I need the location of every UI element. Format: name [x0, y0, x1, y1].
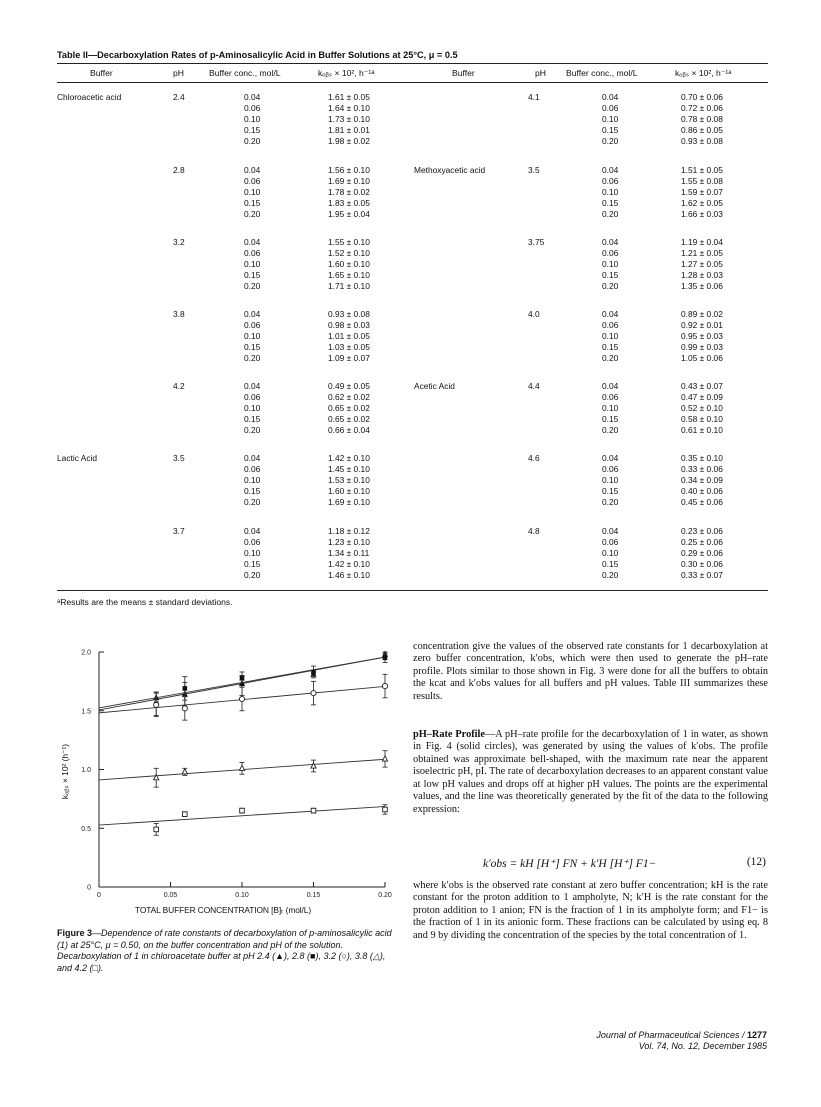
- table-cell-kobs: 0.95 ± 0.03: [681, 330, 723, 341]
- table-cell-conc: 0.04: [602, 381, 619, 391]
- table-cell-conc: 0.10: [244, 113, 261, 124]
- buffer-name: Lactic Acid: [57, 453, 98, 463]
- data-point: [311, 808, 316, 813]
- table-cell-conc: 0.04: [602, 526, 619, 536]
- ph-value: 2.4: [173, 92, 185, 102]
- data-point: [154, 702, 159, 707]
- table-cell-conc: 0.06: [602, 175, 619, 186]
- table-cell-conc: 0.15: [602, 269, 619, 280]
- table-cell-kobs: 1.18 ± 0.12: [328, 526, 370, 536]
- table-cell-kobs: 1.19 ± 0.04: [681, 237, 723, 247]
- ph-value: 3.75: [528, 237, 545, 247]
- table-cell-conc: 0.04: [244, 526, 261, 536]
- table-cell-kobs: 0.45 ± 0.06: [681, 496, 723, 507]
- equation-12: [413, 856, 768, 872]
- table-cell-kobs: 0.93 ± 0.08: [328, 309, 370, 319]
- table-cell-kobs: 1.69 ± 0.10: [328, 496, 370, 507]
- table-cell-conc: 0.06: [602, 247, 619, 258]
- figure-caption: [57, 928, 397, 974]
- table-cell-conc: 0.20: [602, 569, 619, 580]
- table-cell-conc: 0.10: [244, 474, 261, 485]
- table-cell-conc: 0.06: [244, 319, 261, 330]
- table-cell-kobs: 1.78 ± 0.02: [328, 186, 370, 197]
- table-cell-conc: 0.20: [602, 496, 619, 507]
- ph-value: 3.5: [528, 165, 540, 175]
- table-cell-conc: 0.15: [602, 197, 619, 208]
- section-text: —A pH–rate profile for the decarboxylation of 1 in water, as shown in Fig. 4 (solid circles), was generated by using the values of k′obs. The profile obtained was approximate bell-shaped, with the maximum rate near the apparent isoelectric pH, pI. The rate of decarboxylation decreases to an apparent constant value at low pH values and drops off at higher pH values. The points are the experimental values, and the line was theoretically generated by the fit of the data to the following expression:: [413, 729, 768, 815]
- table-cell-kobs: 1.55 ± 0.08: [681, 175, 723, 186]
- figure-3-chart: [54, 640, 404, 902]
- table-cell-conc: 0.04: [244, 237, 261, 247]
- table-cell-kobs: 0.47 ± 0.09: [681, 391, 723, 402]
- data-point: [182, 769, 187, 774]
- table-header-rule: [57, 82, 768, 83]
- table-cell-kobs: 1.95 ± 0.04: [328, 208, 370, 219]
- table-cell-conc: 0.15: [244, 341, 261, 352]
- y-tick-label: 0: [87, 884, 91, 892]
- table-cell-kobs: 1.61 ± 0.05: [328, 92, 370, 102]
- table-cell-conc: 0.15: [602, 558, 619, 569]
- data-point: [311, 670, 316, 675]
- ph-value: 4.6: [528, 453, 540, 463]
- table-cell-conc: 0.10: [602, 330, 619, 341]
- buffer-name: Chloroacetic acid: [57, 92, 122, 102]
- table-cell-kobs: 0.40 ± 0.06: [681, 485, 723, 496]
- ph-value: 4.1: [528, 92, 540, 102]
- table-cell-conc: 0.10: [602, 258, 619, 269]
- table-cell-conc: 0.20: [244, 424, 261, 435]
- body-paragraph-1: concentration give the values of the observed rate constants for 1 decarboxylation at zero buffer concentration, k′obs, which were then used to generate the pH–rate profile. Plots similar to those shown in Fig. 3 were done for all the buffers to obtain the kcat and k′obs values for all buffers and pH values. Table III summarizes these results.: [413, 641, 768, 702]
- table-cell-kobs: 0.61 ± 0.10: [681, 424, 723, 435]
- table-cell-conc: 0.20: [244, 208, 261, 219]
- table-cell-kobs: 0.29 ± 0.06: [681, 547, 723, 558]
- table-cell-kobs: 0.62 ± 0.02: [328, 391, 370, 402]
- table-cell-conc: 0.04: [602, 309, 619, 319]
- buffer-name: Methoxyacetic acid: [414, 165, 486, 175]
- table-top-rule: [57, 63, 768, 64]
- table-cell-conc: 0.20: [244, 280, 261, 291]
- ph-value: 4.4: [528, 381, 540, 391]
- table-cell-conc: 0.10: [244, 330, 261, 341]
- table-cell-kobs: 0.58 ± 0.10: [681, 413, 723, 424]
- x-tick-label: 0.15: [306, 892, 321, 899]
- data-point: [182, 706, 187, 711]
- ph-value: 3.5: [173, 453, 185, 463]
- table-cell-kobs: 0.78 ± 0.08: [681, 113, 723, 124]
- table-cell-conc: 0.15: [602, 485, 619, 496]
- table-cell-conc: 0.06: [244, 463, 261, 474]
- ph-value: 4.8: [528, 526, 540, 536]
- table-cell-conc: 0.15: [244, 485, 261, 496]
- table-cell-kobs: 0.43 ± 0.07: [681, 381, 723, 391]
- table-cell-kobs: 0.34 ± 0.09: [681, 474, 723, 485]
- table-cell-kobs: 0.65 ± 0.02: [328, 413, 370, 424]
- table-cell-kobs: 1.55 ± 0.10: [328, 237, 370, 247]
- table-cell-conc: 0.04: [244, 165, 261, 175]
- table-cell-conc: 0.04: [244, 309, 261, 319]
- table-cell-conc: 0.20: [602, 352, 619, 363]
- col-header-ph: pH: [173, 68, 184, 78]
- page-number: 1277: [746, 1030, 767, 1040]
- x-tick-label: 0.05: [163, 892, 178, 899]
- y-tick-label: 2.0: [81, 649, 91, 657]
- x-axis-label: TOTAL BUFFER CONCENTRATION [B]ₜ (mol/L): [135, 905, 312, 915]
- table-cell-kobs: 1.23 ± 0.10: [328, 536, 370, 547]
- figure-caption-label: Figure 3: [57, 928, 93, 938]
- data-point: [240, 676, 245, 681]
- table-cell-conc: 0.06: [244, 391, 261, 402]
- data-point: [383, 656, 388, 661]
- y-axis-label: kₒᵦₛ × 10² (h⁻¹): [60, 743, 70, 800]
- data-point: [382, 756, 387, 761]
- y-tick-label: 1.5: [81, 708, 91, 716]
- ph-value: 3.2: [173, 237, 185, 247]
- x-tick-label: 0: [97, 892, 101, 899]
- table-cell-kobs: 0.66 ± 0.04: [328, 424, 370, 435]
- table-cell-conc: 0.20: [602, 135, 619, 146]
- table-cell-kobs: 1.69 ± 0.10: [328, 175, 370, 186]
- table-cell-conc: 0.06: [602, 102, 619, 113]
- table-cell-conc: 0.10: [602, 186, 619, 197]
- table-cell-conc: 0.06: [244, 102, 261, 113]
- table-title: Table II—Decarboxylation Rates of p-Aminosalicylic Acid in Buffer Solutions at 25°C, μ = 0.5: [57, 50, 458, 60]
- table-cell-conc: 0.15: [244, 197, 261, 208]
- ph-value: 2.8: [173, 165, 185, 175]
- data-point: [240, 808, 245, 813]
- col-header-buffer: Buffer: [90, 68, 113, 78]
- table-cell-conc: 0.06: [602, 536, 619, 547]
- table-cell-conc: 0.10: [244, 258, 261, 269]
- data-point: [239, 765, 244, 770]
- table-cell-kobs: 1.52 ± 0.10: [328, 247, 370, 258]
- table-cell-kobs: 1.59 ± 0.07: [681, 186, 723, 197]
- journal-name: Journal of Pharmaceutical Sciences /: [596, 1030, 747, 1040]
- table-cell-conc: 0.06: [244, 175, 261, 186]
- table-cell-kobs: 1.66 ± 0.03: [681, 208, 723, 219]
- table-cell-kobs: 1.27 ± 0.05: [681, 258, 723, 269]
- table-cell-kobs: 0.52 ± 0.10: [681, 402, 723, 413]
- table-cell-kobs: 0.23 ± 0.06: [681, 526, 723, 536]
- table-cell-kobs: 0.35 ± 0.10: [681, 453, 723, 463]
- table-cell-kobs: 1.62 ± 0.05: [681, 197, 723, 208]
- table-cell-kobs: 1.83 ± 0.05: [328, 197, 370, 208]
- figure-3: [54, 640, 404, 907]
- y-tick-label: 0.5: [81, 825, 91, 833]
- table-cell-conc: 0.10: [602, 474, 619, 485]
- table-cell-kobs: 1.01 ± 0.05: [328, 330, 370, 341]
- ph-value: 3.7: [173, 526, 185, 536]
- col-header-conc: Buffer conc., mol/L: [209, 68, 281, 78]
- table-cell-kobs: 1.05 ± 0.06: [681, 352, 723, 363]
- table-cell-kobs: 0.65 ± 0.02: [328, 402, 370, 413]
- equation-expression: k′obs = kH [H⁺] FN + k′H [H⁺] F1−: [483, 858, 657, 870]
- col-header-ph-2: pH: [535, 68, 546, 78]
- table-cell-conc: 0.20: [244, 135, 261, 146]
- table-cell-conc: 0.10: [602, 113, 619, 124]
- table-cell-kobs: 0.33 ± 0.06: [681, 463, 723, 474]
- table-cell-conc: 0.20: [244, 569, 261, 580]
- table-cell-kobs: 1.51 ± 0.05: [681, 165, 723, 175]
- table-cell-kobs: 0.25 ± 0.06: [681, 536, 723, 547]
- table-cell-conc: 0.04: [602, 165, 619, 175]
- table-cell-kobs: 1.65 ± 0.10: [328, 269, 370, 280]
- data-point: [183, 812, 188, 817]
- col-header-buffer-2: Buffer: [452, 68, 475, 78]
- section-heading: pH–Rate Profile: [413, 729, 485, 740]
- table-cell-conc: 0.04: [244, 92, 261, 102]
- table-cell-kobs: 1.21 ± 0.05: [681, 247, 723, 258]
- table-cell-conc: 0.20: [602, 424, 619, 435]
- table-cell-kobs: 0.92 ± 0.01: [681, 319, 723, 330]
- body-paragraph-3: where k′obs is the observed rate constant at zero buffer concentration; kH is the rate constant for the proton addition to 1 ampholyte, N; k′H is the rate constant for the proton addition to 1 anion; FN is the fraction of 1 in its ampholyte form; and F1− is the fraction of 1 in its anionic form. These fractions can be calculated by using eq. 8 and 9 by dividing the concentration of the species by the total concentration of 1.: [413, 880, 768, 941]
- table-cell-kobs: 1.64 ± 0.10: [328, 102, 370, 113]
- table-cell-kobs: 0.98 ± 0.03: [328, 319, 370, 330]
- table-cell-kobs: 1.60 ± 0.10: [328, 258, 370, 269]
- table-cell-kobs: 0.89 ± 0.02: [681, 309, 723, 319]
- equation-number: (12): [746, 856, 766, 868]
- table-cell-conc: 0.04: [602, 92, 619, 102]
- table-cell-conc: 0.15: [244, 558, 261, 569]
- table-cell-conc: 0.20: [244, 352, 261, 363]
- table-cell-conc: 0.20: [244, 496, 261, 507]
- x-tick-label: 0.10: [235, 892, 249, 899]
- table-cell-kobs: 1.56 ± 0.10: [328, 165, 370, 175]
- data-point: [383, 807, 388, 812]
- table-cell-kobs: 1.42 ± 0.10: [328, 453, 370, 463]
- table-cell-kobs: 1.03 ± 0.05: [328, 341, 370, 352]
- data-point: [239, 696, 244, 701]
- ph-value: 4.2: [173, 381, 185, 391]
- table-cell-kobs: 1.34 ± 0.11: [328, 547, 370, 558]
- table-cell-kobs: 1.81 ± 0.01: [328, 124, 370, 135]
- table-cell-conc: 0.15: [244, 124, 261, 135]
- table-cell-conc: 0.10: [244, 402, 261, 413]
- table-cell-kobs: 0.93 ± 0.08: [681, 135, 723, 146]
- table-cell-kobs: 1.53 ± 0.10: [328, 474, 370, 485]
- table-bottom-rule: [57, 590, 768, 591]
- table-cell-conc: 0.06: [602, 319, 619, 330]
- table-cell-kobs: 0.86 ± 0.05: [681, 124, 723, 135]
- table-cell-kobs: 1.98 ± 0.02: [328, 135, 370, 146]
- table-cell-conc: 0.20: [602, 208, 619, 219]
- journal-footer: [596, 1030, 767, 1052]
- table-cell-conc: 0.06: [602, 391, 619, 402]
- table-cell-conc: 0.06: [602, 463, 619, 474]
- table-cell-kobs: 0.99 ± 0.03: [681, 341, 723, 352]
- table-cell-conc: 0.15: [602, 341, 619, 352]
- journal-volume: Vol. 74, No. 12, December 1985: [638, 1041, 767, 1051]
- table-cell-kobs: 0.70 ± 0.06: [681, 92, 723, 102]
- table-cell-kobs: 1.45 ± 0.10: [328, 463, 370, 474]
- table-cell-conc: 0.04: [244, 381, 261, 391]
- col-header-kobs: kₒᵦₛ × 10², h⁻¹ᵃ: [318, 68, 375, 78]
- table-cell-kobs: 0.33 ± 0.07: [681, 569, 723, 580]
- table-cell-conc: 0.04: [602, 453, 619, 463]
- table-cell-conc: 0.20: [602, 280, 619, 291]
- table-cell-conc: 0.10: [244, 547, 261, 558]
- data-point: [382, 683, 387, 688]
- data-point: [183, 686, 188, 691]
- table-cell-kobs: 0.30 ± 0.06: [681, 558, 723, 569]
- ph-value: 3.8: [173, 309, 185, 319]
- table-cell-kobs: 1.46 ± 0.10: [328, 569, 370, 580]
- y-tick-label: 1.0: [81, 767, 91, 774]
- table-cell-kobs: 1.60 ± 0.10: [328, 485, 370, 496]
- table-cell-conc: 0.15: [602, 124, 619, 135]
- data-point: [154, 827, 159, 832]
- table-cell-conc: 0.10: [602, 547, 619, 558]
- table-cell-kobs: 0.49 ± 0.05: [328, 381, 370, 391]
- table-cell-conc: 0.06: [244, 536, 261, 547]
- journal-name-line: [596, 1030, 767, 1041]
- col-header-kobs-2: kₒᵦₛ × 10², h⁻¹ᵃ: [675, 68, 732, 78]
- table-cell-kobs: 1.73 ± 0.10: [328, 113, 370, 124]
- table-cell-conc: 0.15: [244, 413, 261, 424]
- col-header-conc-2: Buffer conc., mol/L: [566, 68, 638, 78]
- body-paragraph-2: [413, 729, 768, 816]
- table-cell-kobs: 1.42 ± 0.10: [328, 558, 370, 569]
- table-cell-kobs: 1.09 ± 0.07: [328, 352, 370, 363]
- table-cell-conc: 0.04: [602, 237, 619, 247]
- data-point: [311, 763, 316, 768]
- buffer-name: Acetic Acid: [414, 381, 455, 391]
- table-cell-kobs: 1.35 ± 0.06: [681, 280, 723, 291]
- data-point: [311, 691, 316, 696]
- table-cell-conc: 0.06: [244, 247, 261, 258]
- table-footnote: ᵃResults are the means ± standard deviations.: [57, 597, 233, 607]
- figure-caption-text: —Dependence of rate constants of decarboxylation of p-aminosalicylic acid (1) at 25°C, μ = 0.50, on the buffer concentration and pH of the solution. Decarboxylation of 1 in chloroacetate buffer at pH 2.4 (▲), 2.8 (■), 3.2 (○), 3.8 (△), and 4.2 (□).: [57, 928, 392, 973]
- table-cell-conc: 0.10: [602, 402, 619, 413]
- table-cell-conc: 0.10: [244, 186, 261, 197]
- table-cell-conc: 0.15: [602, 413, 619, 424]
- table-cell-conc: 0.04: [244, 453, 261, 463]
- table-cell-conc: 0.15: [244, 269, 261, 280]
- table-cell-kobs: 1.71 ± 0.10: [328, 280, 370, 291]
- ph-value: 4.0: [528, 309, 540, 319]
- table-cell-kobs: 0.72 ± 0.06: [681, 102, 723, 113]
- x-tick-label: 0.20: [378, 892, 392, 899]
- table-cell-kobs: 1.28 ± 0.03: [681, 269, 723, 280]
